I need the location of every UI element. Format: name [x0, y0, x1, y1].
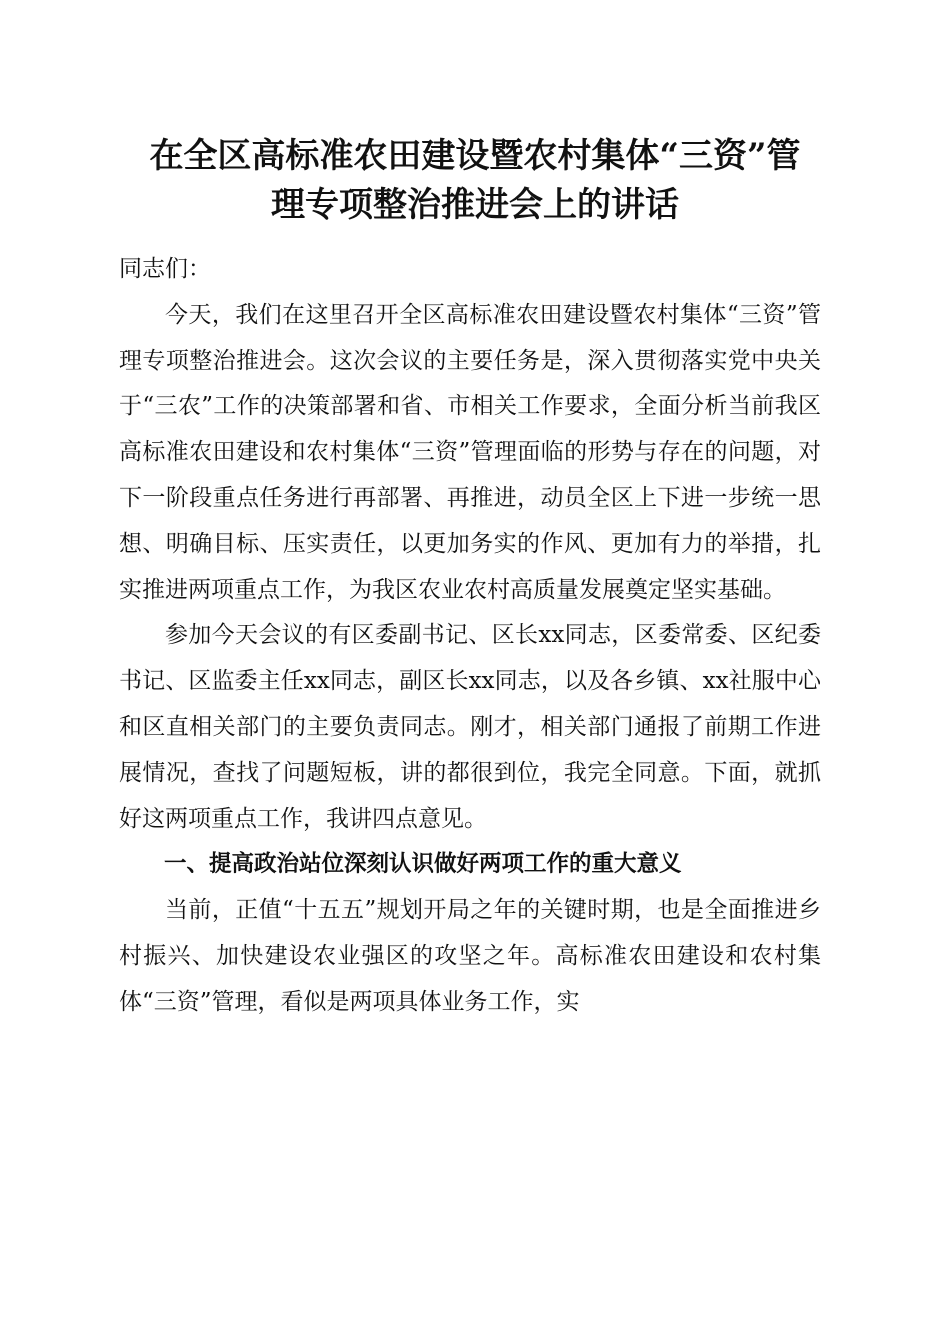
title-line-2: 理专项整治推进会上的讲话 — [271, 185, 679, 225]
title-line-1: 在全区高标准农田建设暨农村集体“三资”管 — [149, 136, 801, 176]
salutation: 同志们： — [119, 256, 211, 282]
paragraph-opening: 今天，我们在这里召开全区高标准农田建设暨农村集体“三资”管理专项整治推进会。这次会议的主要任务是，深入贯彻落实党中央关于“三农”工作的决策部署和省、市相关工作要求，全面分析当前我区高标准农田建设和农村集体“三资”管理面临的形势与存在的问题，对下一阶段重点任务进行再部署、再推进，动员全区上下进一步统一思想、明确目标、压实责任，以更加务实的作风、更加有力的举措，扎实推进两项重点工作，为我区农业农村高质量发展奠定坚实基础。 — [119, 301, 821, 603]
section-heading-1: 一、提高政治站位深刻认识做好两项工作的重大意义 — [164, 851, 682, 878]
paragraph-section-1: 当前，正值“十五五”规划开局之年的关键时期，也是全面推进乡村振兴、加快建设农业强区的攻坚之年。高标准农田建设和农村集体“三资”管理，看似是两项具体业务工作，实 — [119, 897, 821, 1015]
document-title — [110, 132, 840, 230]
document-body — [119, 247, 821, 1026]
paragraph-attendees: 参加今天会议的有区委副书记、区长xx同志，区委常委、区纪委书记、区监委主任xx同志，副区长xx同志，以及各乡镇、xx社服中心和区直相关部门的主要负责同志。刚才，相关部门通报了前期工作进展情况，查找了问题短板，讲的都很到位，我完全同意。下面，就抓好这两项重点工作，我讲四点意见。 — [119, 622, 821, 832]
